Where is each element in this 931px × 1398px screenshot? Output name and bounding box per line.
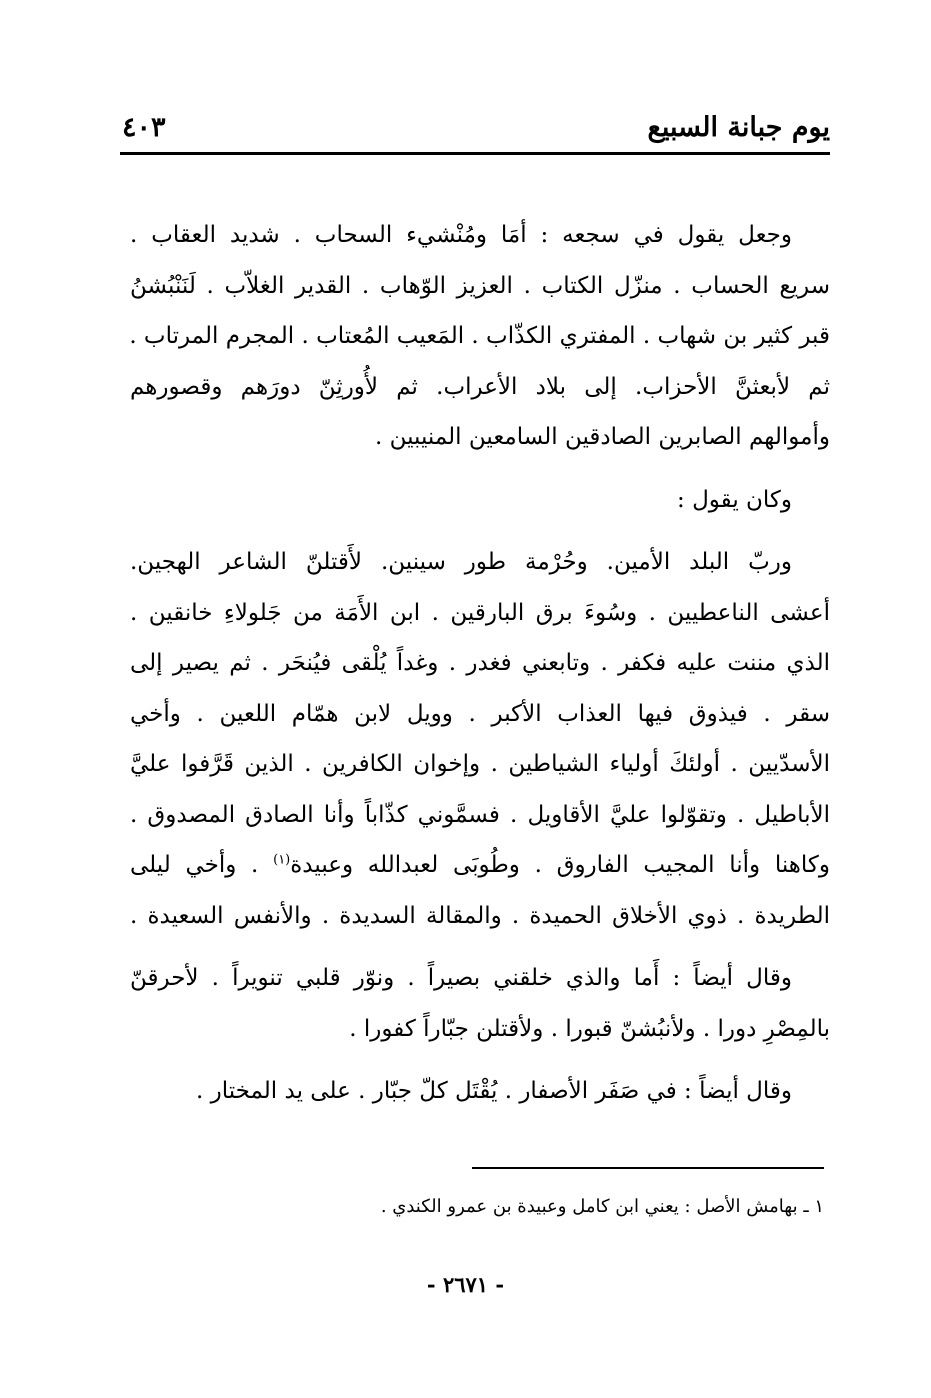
header-rule [120,152,830,155]
footnote: ١ ـ بهامش الأصل : يعني ابن كامل وعبيدة بن عمرو الكندي . [380,1196,824,1217]
text-line: بالمِصْرِ دورا . ولأنبُشنّ قبورا . ولأقتلن جبّاراً كفورا . [349,1015,830,1042]
footnote-rule [472,1167,824,1169]
text-line: الأباطيل . وتقوّلوا عليَّ الأقاويل . فسمَّوني كذّاباً وأنا الصادق المصدوق . [130,801,830,828]
paragraph-3 [130,537,830,941]
footnote-marker[interactable]: (١) [273,852,291,868]
text-line: سقر . فيذوق فيها العذاب الأكبر . وويل لابن همّام اللعين . وأخي [130,700,830,727]
text-line: وكان يقول : [677,486,792,513]
text-segment: . وأخي ليلى [130,852,259,878]
text-line: وجعل يقول في سجعه : أمَا ومُنْشيء السحاب . شديد العقاب . [130,222,792,248]
text-segment: وكاهنا وأنا المجيب الفاروق . وطُوبَى لعبدالله وعبيدة [290,852,830,878]
page-header [118,108,830,152]
paragraph-2 [130,475,830,526]
main-text [130,210,830,1117]
text-line: سريع الحساب . منزّل الكتاب . العزيز الوّهاب . القدير الغلاّب . لَنَنْبُشنُ [130,272,830,299]
paragraph-5 [130,1066,830,1117]
text-line: الذي مننت عليه فكفر . وتابعني فغدر . وغداً يُلْقى فيُنحَر . ثم يصير إلى [130,650,830,676]
page-number: ٤٠٣ [122,112,166,143]
running-title: يوم جبانة السبيع [647,112,830,143]
text-line: وقال أيضاً : أَما والذي خلقني بصيراً . ونوّر قلبي تنويراً . لأحرقنّ [130,965,792,991]
text-line: وأموالهم الصابرين الصادقين السامعين المنيبين . [374,424,830,450]
text-line [130,840,830,891]
paragraph-1 [130,210,830,463]
text-line: وربّ البلد الأمين. وحُرْمة طور سينين. لأَقتلنّ الشاعر الهجين. [130,549,792,575]
text-line: قبر كثير بن شهاب . المفتري الكذّاب . المَعيب المُعتاب . المجرم المرتاب . [129,323,830,349]
folio-number: - ٢٦٧١ - [426,1272,505,1297]
text-line: ثم لأبعثنَّ الأحزاب. إلى بلاد الأعراب. ثم لأُورثِنّ دورَهم وقصورهم [130,373,830,400]
text-line: الأسدّيين . أولئكَ أولياء الشياطين . وإخوان الكافرين . الذين قَرَّفوا عليَّ [130,751,830,777]
text-line: وقال أيضاً : في صَفَر الأصفار . يُقْتَل كلّ جبّار . على يد المختار . [195,1078,792,1104]
text-line: الطريدة . ذوي الأخلاق الحميدة . والمقالة السديدة . والأنفس السعيدة . [130,902,830,929]
paragraph-4 [130,953,830,1054]
text-line: أعشى الناعطيين . وسُوءَ برق البارقين . ابن الأَمَة من جَلولاءِ خانقين . [130,599,830,626]
